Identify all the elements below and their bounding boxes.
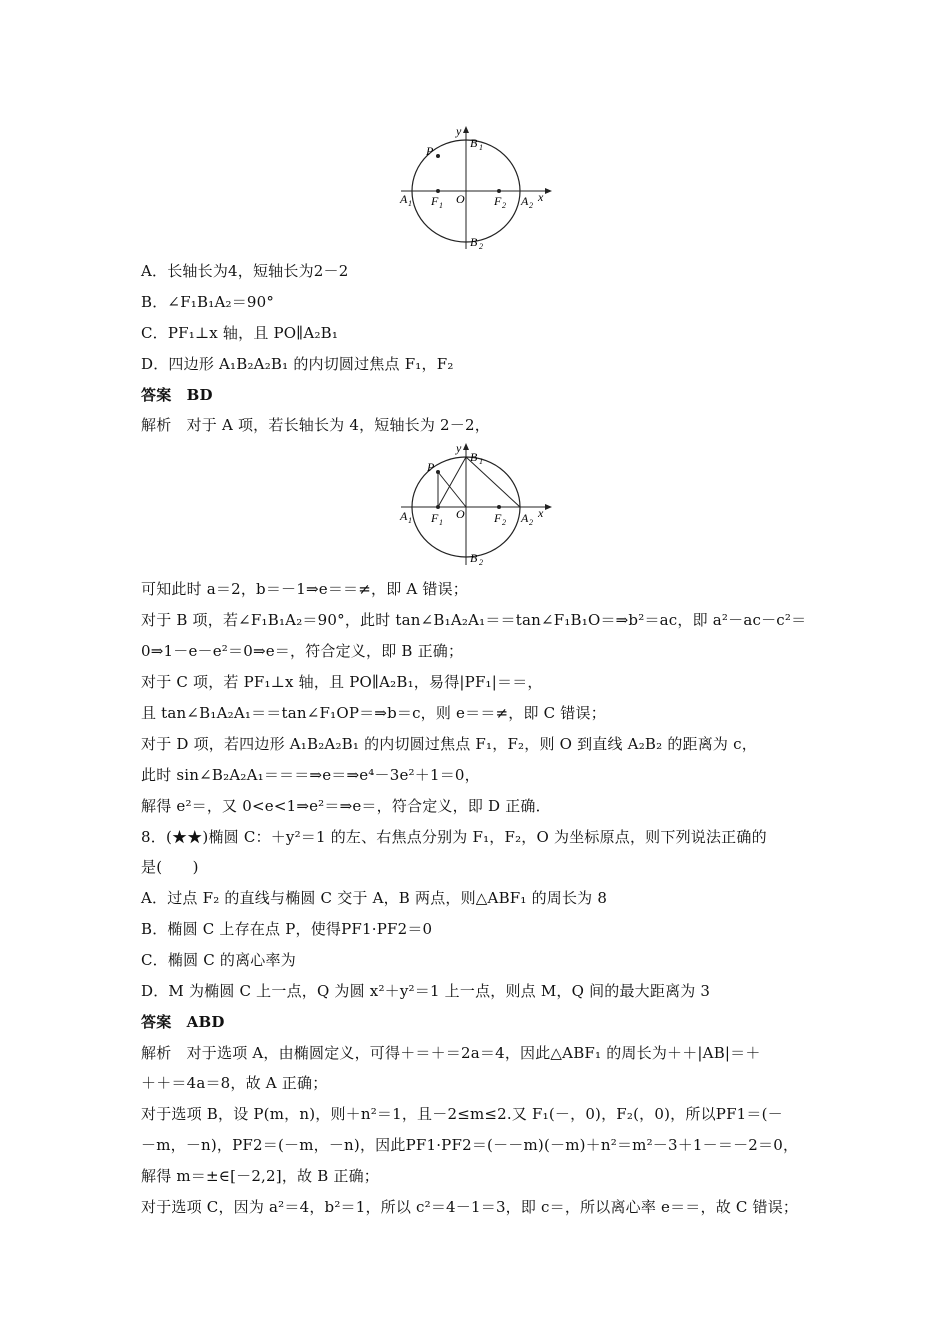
svg-text:2: 2 bbox=[529, 201, 533, 210]
x-axis-arrow bbox=[545, 504, 552, 510]
analysis-intro: 解析 对于 A 项，若长轴长为 4，短轴长为 2－2， bbox=[141, 416, 490, 434]
q8-analysis: 解得 m＝±∈[－2,2]，故 B 正确； bbox=[141, 1167, 379, 1185]
analysis-line: 对于 B 项，若∠F₁B₁A₂＝90°，此时 tan∠B₁A₂A₁＝＝tan∠F₁B₁O＝⇒b²＝ac，即 a²－ac－c²＝ bbox=[141, 611, 807, 629]
q8-analysis: ＋＋＝4a＝8，故 A 正确； bbox=[141, 1074, 328, 1092]
point-f1 bbox=[436, 505, 440, 509]
option-d: D．四边形 A₁B₂A₂B₁ 的内切圆过焦点 F₁，F₂ bbox=[141, 355, 454, 373]
segment-b1a2 bbox=[466, 457, 520, 507]
label-x: x bbox=[538, 190, 544, 204]
analysis-line: 且 tan∠B₁A₂A₁＝＝tan∠F₁OP＝⇒b＝c，则 e＝＝≠，即 C 错误； bbox=[141, 704, 606, 722]
option-c: C．PF₁⊥x 轴，且 PO∥A₂B₁ bbox=[141, 324, 339, 342]
label-b2: B bbox=[470, 235, 478, 249]
point-f2 bbox=[497, 189, 501, 193]
question-8: 8．(★★)椭圆 C：＋y²＝1 的左、右焦点分别为 F₁，F₂，O 为坐标原点，则下列说法正确的 bbox=[141, 828, 767, 846]
label-b1: B bbox=[470, 450, 478, 464]
svg-text:1: 1 bbox=[439, 201, 443, 210]
q8-analysis: 对于选项 C，因为 a²＝4，b²＝1，所以 c²＝4－1＝3，即 c＝，所以离心率 e＝＝，故 C 错误； bbox=[141, 1198, 799, 1216]
analysis-line: 可知此时 a＝2，b＝－1⇒e＝＝≠，即 A 错误； bbox=[141, 580, 468, 598]
q8-option-a: A．过点 F₂ 的直线与椭圆 C 交于 A，B 两点，则△ABF₁ 的周长为 8 bbox=[141, 889, 608, 907]
svg-text:1: 1 bbox=[408, 199, 412, 208]
label-b1: B bbox=[470, 136, 478, 150]
label-f1: F bbox=[431, 194, 439, 208]
x-axis-arrow bbox=[545, 188, 552, 194]
q8-analysis: 对于选项 B，设 P(m，n)，则＋n²＝1，且－2≤m≤2.又 F₁(－，0)，F₂(，0)，所以PF1＝(－ bbox=[141, 1105, 783, 1123]
point-f2 bbox=[497, 505, 501, 509]
option-a: A．长轴长为4，短轴长为2－2 bbox=[141, 262, 349, 280]
label-b2: B bbox=[470, 551, 478, 565]
analysis-line: 0⇒1－e－e²＝0⇒e＝，符合定义，即 B 正确； bbox=[141, 642, 464, 660]
label-a1: A bbox=[400, 192, 408, 206]
point-p bbox=[436, 154, 440, 158]
label-a2: A bbox=[521, 511, 529, 525]
answer-line: 答案 BD bbox=[141, 386, 213, 404]
label-o: O bbox=[456, 507, 465, 521]
svg-text:1: 1 bbox=[479, 457, 483, 466]
option-b: B．∠F₁B₁A₂＝90° bbox=[141, 293, 275, 311]
q8-option-b: B．椭圆 C 上存在点 P，使得PF1·PF2＝0 bbox=[141, 920, 433, 938]
label-y: y bbox=[456, 441, 462, 455]
q8-analysis: －m，－n)，PF2＝(－m，－n)，因此PF1·PF2＝(－－m)(－m)＋n²＝m²－3＋1－＝－2＝0， bbox=[141, 1136, 799, 1154]
analysis-line: 对于 C 项，若 PF₁⊥x 轴，且 PO∥A₂B₁，易得|PF₁|＝＝， bbox=[141, 673, 543, 691]
ellipse-figure-1 bbox=[395, 123, 560, 253]
svg-text:1: 1 bbox=[479, 143, 483, 152]
q8-answer: 答案 ABD bbox=[141, 1013, 225, 1031]
q8-option-c: C．椭圆 C 的离心率为 bbox=[141, 951, 296, 969]
label-f2: F bbox=[494, 511, 502, 525]
y-axis-arrow bbox=[463, 126, 469, 133]
q8-option-d: D．M 为椭圆 C 上一点，Q 为圆 x²＋y²＝1 上一点，则点 M，Q 间的最大距离为 3 bbox=[141, 982, 711, 1000]
segment-f1b1 bbox=[438, 457, 466, 507]
svg-text:2: 2 bbox=[479, 242, 483, 251]
analysis-line: 此时 sin∠B₂A₂A₁＝＝＝⇒e＝⇒e⁴－3e²＋1＝0， bbox=[141, 766, 480, 784]
svg-text:2: 2 bbox=[529, 518, 533, 527]
label-f2: F bbox=[494, 194, 502, 208]
ellipse-figure-2 bbox=[395, 441, 560, 569]
label-x: x bbox=[538, 506, 544, 520]
label-o: O bbox=[456, 192, 465, 206]
segment-po bbox=[438, 472, 466, 507]
y-axis-arrow bbox=[463, 443, 469, 450]
point-p bbox=[436, 470, 440, 474]
label-p: P bbox=[427, 460, 435, 474]
svg-text:1: 1 bbox=[439, 518, 443, 527]
label-a1: A bbox=[400, 509, 408, 523]
analysis-line: 解得 e²＝，又 0<e<1⇒e²＝⇒e＝，符合定义，即 D 正确． bbox=[141, 797, 551, 815]
svg-text:1: 1 bbox=[408, 516, 412, 525]
label-p: P bbox=[426, 144, 434, 158]
q8-analysis: 解析 对于选项 A，由椭圆定义，可得＋＝＋＝2a＝4，因此△ABF₁ 的周长为＋＋|AB|＝＋ bbox=[141, 1044, 761, 1062]
label-a2: A bbox=[521, 194, 529, 208]
label-f1: F bbox=[431, 511, 439, 525]
svg-text:2: 2 bbox=[479, 558, 483, 567]
svg-text:2: 2 bbox=[502, 518, 506, 527]
analysis-line: 对于 D 项，若四边形 A₁B₂A₂B₁ 的内切圆过焦点 F₁，F₂，则 O 到直线 A₂B₂ 的距离为 c， bbox=[141, 735, 757, 753]
label-y: y bbox=[456, 124, 462, 138]
svg-text:2: 2 bbox=[502, 201, 506, 210]
point-f1 bbox=[436, 189, 440, 193]
question-8-cont: 是( ) bbox=[141, 858, 199, 876]
